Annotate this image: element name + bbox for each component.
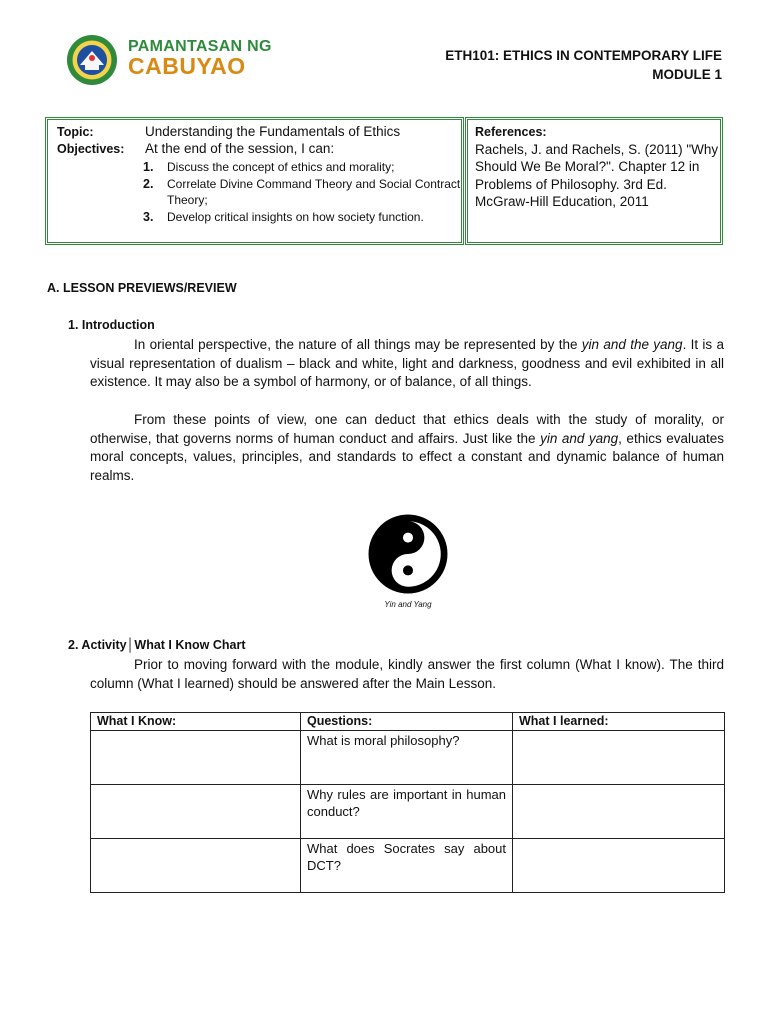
objectives-list <box>143 159 461 225</box>
university-name-line2: CABUYAO <box>128 53 246 79</box>
objective-item <box>143 159 461 176</box>
objective-number: 2. <box>143 176 154 191</box>
table-row <box>91 785 725 839</box>
objectives-label: Objectives: <box>57 142 125 156</box>
references-text: Rachels, J. and Rachels, S. (2011) "Why Should We Be Moral?". Chapter 12 in Problems of Philosophy. 3rd Ed. McGraw-Hill Education, 2011 <box>475 142 719 210</box>
question-cell: What is moral philosophy? <box>301 731 513 785</box>
objective-text: Develop critical insights on how society function. <box>167 209 424 224</box>
course-title: ETH101: ETHICS IN CONTEMPORARY LIFE <box>445 48 722 63</box>
p1-text-a: In oriental perspective, the nature of all things may be represented by the <box>134 337 582 352</box>
p2-text-a: From these points of view, one can deduct that ethics deals with the study of morality, or otherwise, that governs norms of human conduct and affairs. Just like the <box>90 412 724 446</box>
objective-text: Discuss the concept of ethics and morality; <box>167 160 395 174</box>
p3-text: Prior to moving forward with the module, kindly answer the first column (What I know). The third column (What I learned) should be answered after the Main Lesson. <box>90 657 724 691</box>
section-title: A. LESSON PREVIEWS/REVIEW <box>47 281 237 295</box>
chart-header-row <box>91 713 725 731</box>
references-box <box>465 117 723 245</box>
objective-item <box>143 209 461 226</box>
what-i-learned-cell[interactable] <box>513 785 725 839</box>
activity-paragraph <box>90 656 724 693</box>
intro-paragraph-2 <box>90 411 724 485</box>
university-name-line1: PAMANTASAN NG <box>128 38 272 55</box>
course-header <box>445 46 722 84</box>
what-i-know-cell[interactable] <box>91 731 301 785</box>
activity-heading: 2. Activity│What I Know Chart <box>68 638 246 652</box>
university-seal-icon <box>66 34 118 86</box>
question-cell: What does Socrates say about DCT? <box>301 839 513 893</box>
header-what-i-know: What I Know: <box>91 713 301 731</box>
topic-label: Topic: <box>57 125 94 139</box>
table-row <box>91 839 725 893</box>
table-row <box>91 731 725 785</box>
header-what-i-learned: What I learned: <box>513 713 725 731</box>
what-i-learned-cell[interactable] <box>513 731 725 785</box>
yin-yang-icon <box>366 512 450 596</box>
header-questions: Questions: <box>301 713 513 731</box>
objective-text: Correlate Divine Command Theory and Social Contract Theory; <box>167 176 461 208</box>
figure-caption: Yin and Yang <box>384 600 432 609</box>
what-i-know-cell[interactable] <box>91 839 301 893</box>
intro-heading: 1. Introduction <box>68 318 155 332</box>
references-label: References: <box>475 125 547 139</box>
p2-text-b: , ethics evaluates moral concepts, values, principles, and standards to effect a constant and dynamic balance of human realms. <box>90 430 724 483</box>
topic-value: Understanding the Fundamentals of Ethics <box>145 124 401 139</box>
p2-emphasis: yin and yang <box>540 430 619 446</box>
objectives-intro: At the end of the session, I can: <box>145 141 335 156</box>
objective-number: 3. <box>143 209 154 224</box>
intro-paragraph-1 <box>90 336 724 392</box>
what-i-know-cell[interactable] <box>91 785 301 839</box>
module-label: MODULE 1 <box>652 67 722 82</box>
topic-objectives-box <box>45 117 464 245</box>
p1-text-b: . It is a visual representation of dualism – black and white, light and darkness, goodness and evil exhibited in all existence. It may also be a symbol of harmony, or of balance, of all things. <box>90 337 725 390</box>
what-i-know-chart <box>90 712 725 893</box>
objective-number: 1. <box>143 160 154 174</box>
p1-emphasis: yin and the yang <box>581 337 683 352</box>
objective-item <box>143 176 461 209</box>
what-i-learned-cell[interactable] <box>513 839 725 893</box>
question-cell: Why rules are important in human conduct? <box>301 785 513 839</box>
